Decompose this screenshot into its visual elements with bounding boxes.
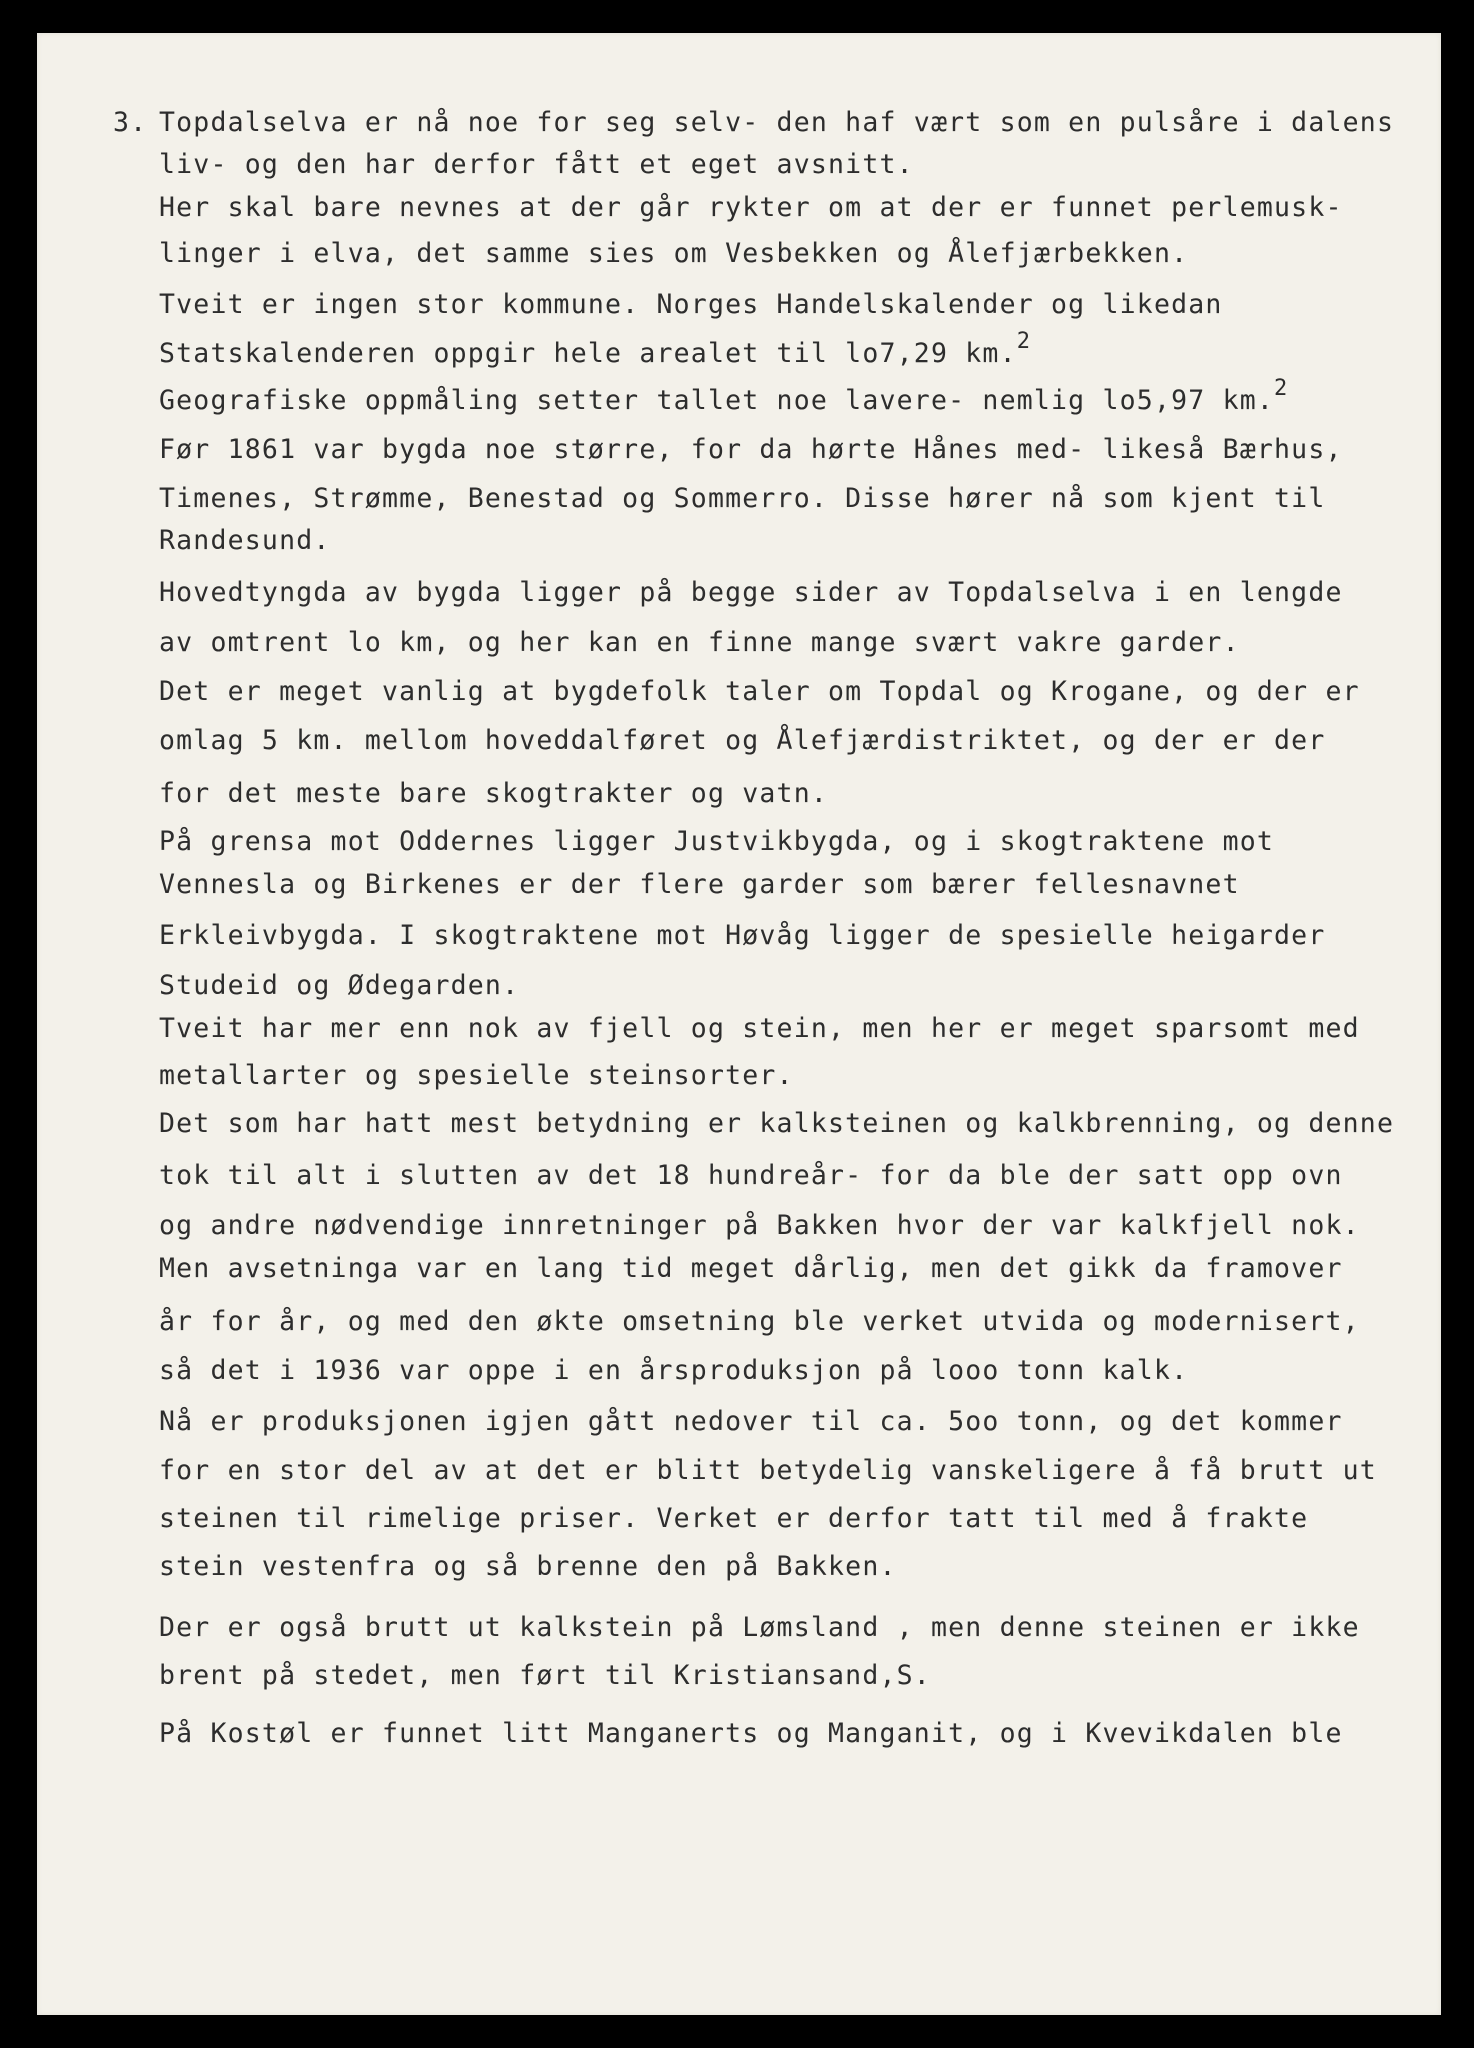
text-line-13: Det er meget vanlig at bygdefolk taler om Topdal og Krogane, og der er [159, 676, 1360, 707]
text-line-18: Erkleivbygda. I skogtraktene mot Høvåg ligger de spesielle heigarder [159, 920, 1326, 951]
superscript-area-unit: 2 [1016, 329, 1032, 355]
superscript-area-unit-2: 2 [1274, 376, 1289, 402]
text-line-21: metallarter og spesielle steinsorter. [159, 1060, 794, 1091]
text-line-1: Topdalselva er nå noe for seg selv- den haf vært som en pulsåre i dalens [159, 107, 1395, 138]
document-page [37, 33, 1441, 2015]
text-line-2: liv- og den har derfor fått et eget avsnitt. [159, 149, 914, 180]
text-line-7 [159, 376, 1289, 417]
text-line-3: Her skal bare nevnes at der går rykter om at der er funnet perlemusk- [159, 192, 1343, 223]
text-line-29: for en stor del av at det er blitt betydelig vanskeligere å få brutt ut [159, 1455, 1377, 1486]
text-line-5: Tveit er ingen stor kommune. Norges Handelskalender og likedan [159, 289, 1223, 320]
text-line-8: Før 1861 var bygda noe større, for da hørte Hånes med- likeså Bærhus, [159, 434, 1343, 465]
text-line-32: Der er også brutt ut kalkstein på Lømsland , men denne steinen er ikke [159, 1612, 1360, 1643]
text-line-26: år for år, og med den økte omsetning ble verket utvida og modernisert, [159, 1306, 1360, 1337]
text-line-15: for det meste bare skogtrakter og vatn. [159, 778, 829, 809]
text-line-6-text: Statskalenderen oppgir hele arealet til lo7,29 km. [159, 338, 1017, 369]
document-text [37, 33, 1441, 2015]
text-line-34: På Kostøl er funnet litt Manganerts og Manganit, og i Kvevikdalen ble [159, 1718, 1343, 1749]
text-line-20: Tveit har mer enn nok av fjell og stein, men her er meget sparsomt med [159, 1013, 1360, 1044]
text-line-30: steinen til rimelige priser. Verket er derfor tatt til med å frakte [159, 1503, 1309, 1534]
text-line-4: linger i elva, det samme sies om Vesbekken og Ålefjærbekken. [159, 238, 1189, 269]
text-line-17: Vennesla og Birkenes er der flere garder som bærer fellesnavnet [159, 869, 1240, 900]
text-line-14: omlag 5 km. mellom hoveddalføret og Ålefjærdistriktet, og der er der [159, 725, 1326, 756]
text-line-7-text: Geografiske oppmåling setter tallet noe lavere- nemlig lo5,97 km. [159, 385, 1275, 416]
text-line-22: Det som har hatt mest betydning er kalksteinen og kalkbrenning, og denne [159, 1108, 1395, 1139]
text-line-16: På grensa mot Oddernes ligger Justvikbygda, og i skogtraktene mot [159, 826, 1275, 857]
text-line-28: Nå er produksjonen igjen gått nedover til ca. 5oo tonn, og det kommer [159, 1406, 1343, 1437]
text-line-23: tok til alt i slutten av det 18 hundreår- for da ble der satt opp ovn [159, 1160, 1343, 1191]
section-number: 3. [113, 107, 148, 138]
text-line-9: Timenes, Strømme, Benestad og Sommerro. Disse hører nå som kjent til [159, 483, 1326, 514]
text-line-6 [159, 329, 1032, 370]
text-line-19: Studeid og Ødegarden. [159, 970, 520, 1001]
text-line-10: Randesund. [159, 525, 331, 556]
text-line-24: og andre nødvendige innretninger på Bakken hvor der var kalkfjell nok. [159, 1210, 1360, 1241]
text-line-25: Men avsetninga var en lang tid meget dårlig, men det gikk da framover [159, 1253, 1343, 1284]
text-line-33: brent på stedet, men ført til Kristiansand,S. [159, 1660, 931, 1691]
text-line-12: av omtrent lo km, og her kan en finne mange svært vakre garder. [159, 627, 1240, 658]
text-line-11: Hovedtyngda av bygda ligger på begge sider av Topdalselva i en lengde [159, 577, 1343, 608]
text-line-27: så det i 1936 var oppe i en årsproduksjon på looo tonn kalk. [159, 1355, 1189, 1386]
text-line-31: stein vestenfra og så brenne den på Bakken. [159, 1551, 897, 1582]
